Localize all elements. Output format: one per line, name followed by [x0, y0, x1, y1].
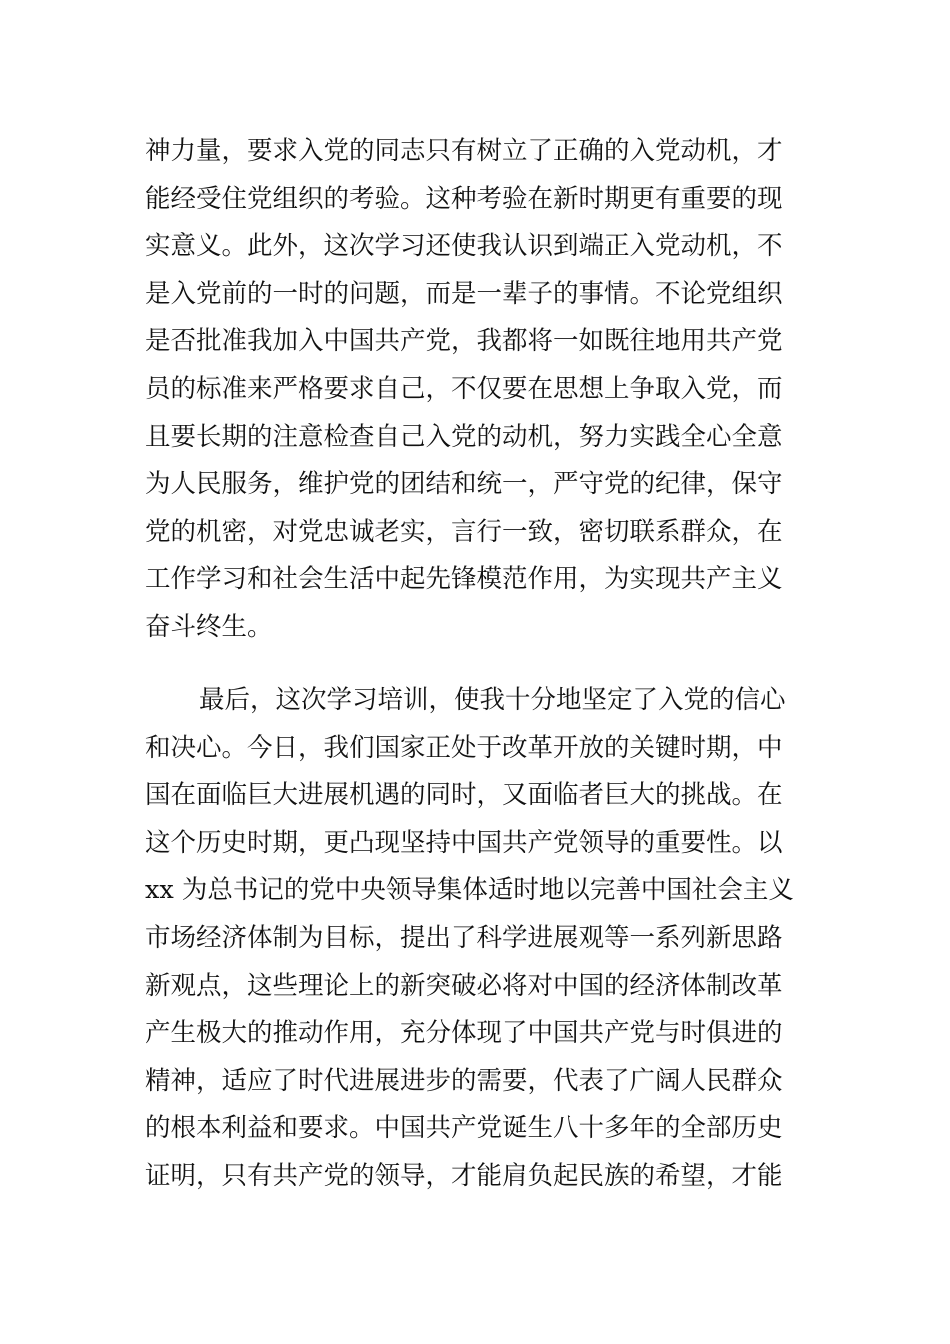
text-line: 奋斗终生。: [145, 611, 273, 642]
text-line: 产生极大的推动作用，充分体现了中国共产党与时俱进的: [145, 1018, 783, 1049]
text-line: 国在面临巨大进展机遇的同时，又面临者巨大的挑战。在: [145, 780, 783, 811]
text-line: 工作学习和社会生活中起先锋模范作用，为实现共产主义: [145, 564, 783, 595]
text-line: 神力量，要求入党的同志只有树立了正确的入党动机，才: [145, 136, 783, 166]
text-line: 且要长期的注意检查自己入党的动机，努力实践全心全意: [145, 421, 783, 452]
text-line: 能经受住党组织的考验。这种考验在新时期更有重要的现: [145, 183, 783, 214]
text-line-first-indented: 最后，这次学习培训，使我十分地坚定了入党的信心: [199, 685, 786, 715]
text-line: 为人民服务，维护党的团结和统一，严守党的纪律，保守: [145, 469, 783, 500]
text-line: 新观点，这些理论上的新突破必将对中国的经济体制改革: [145, 970, 783, 1001]
text-line: 员的标准来严格要求自己，不仅要在思想上争取入党，而: [145, 373, 783, 404]
text-line: 这个历史时期，更凸现坚持中国共产党领导的重要性。以: [145, 827, 783, 858]
text-line: 实意义。此外，这次学习还使我认识到端正入党动机，不: [145, 231, 783, 262]
text-line: 精神，适应了时代进展进步的需要，代表了广阔人民群众: [145, 1065, 783, 1096]
paragraph-continuation: [145, 128, 807, 652]
text-line: 证明，只有共产党的领导，才能肩负起民族的希望，才能: [145, 1160, 783, 1191]
text-line: 市场经济体制为目标，提出了科学进展观等一系列新思路: [145, 922, 783, 953]
text-line: 和决心。今日，我们国家正处于改革开放的关键时期，中: [145, 732, 783, 763]
text-line: 党的机密，对党忠诚老实，言行一致，密切联系群众，在: [145, 516, 783, 547]
text-line: xx 为总书记的党中央领导集体适时地以完善中国社会主义: [145, 875, 794, 906]
text-line: 的根本利益和要求。中国共产党诞生八十多年的全部历史: [145, 1113, 783, 1144]
text-line: 是入党前的一时的问题，而是一辈子的事情。不论党组织: [145, 278, 783, 309]
text-line: 是否批准我加入中国共产党，我都将一如既往地用共产党: [145, 326, 783, 357]
paragraph-finally: [145, 677, 807, 1201]
